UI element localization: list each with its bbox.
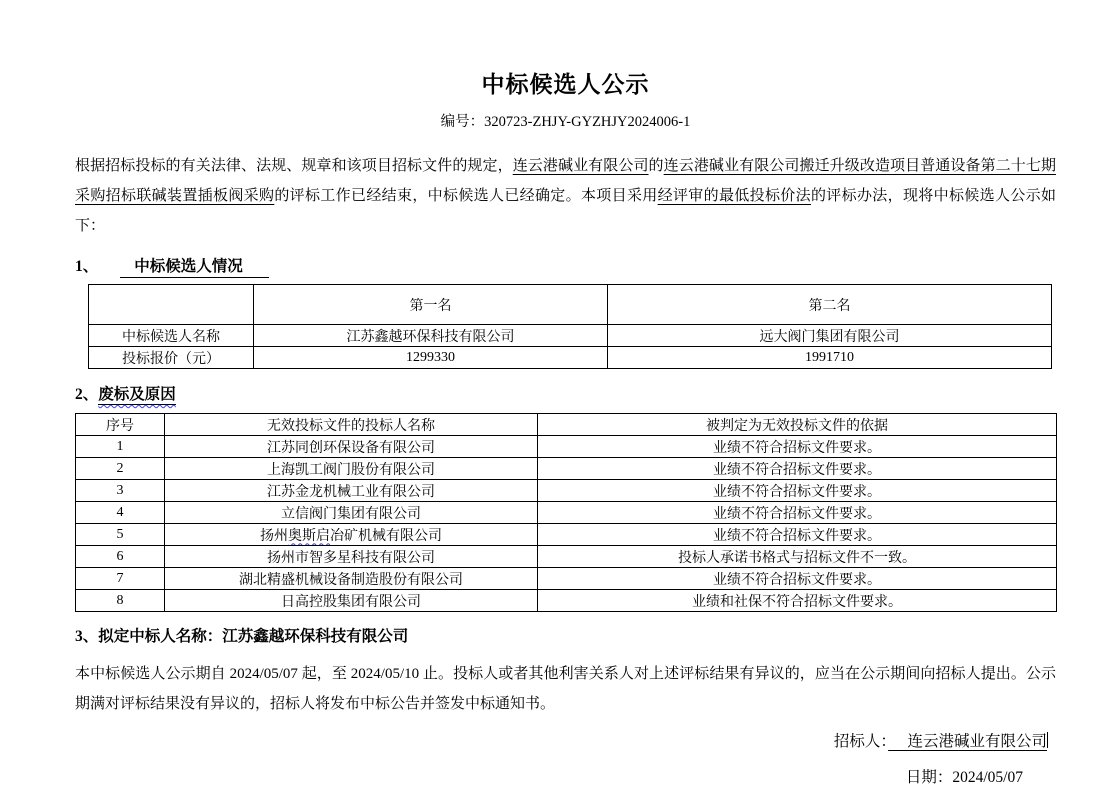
table-cell: 中标候选人名称 xyxy=(89,325,254,347)
table-cell: 湖北精盛机械设备制造股份有限公司 xyxy=(165,568,538,590)
intro-text-2: 的 xyxy=(648,158,664,174)
intro-paragraph xyxy=(75,151,1056,241)
closing-paragraph: 本中标候选人公示期自 2024/05/07 起，至 2024/05/10 止。投标人或者其他利害关系人对上述评标结果有异议的，应当在公示期间向招标人提出。公示期满对评标结果没有异议的，招标人将发布中标公告并签发中标通知书。 xyxy=(75,666,1056,712)
table-row xyxy=(76,458,1057,480)
tenderer-signature-line xyxy=(75,728,1056,756)
table-cell: 业绩不符合招标文件要求。 xyxy=(538,458,1057,480)
section3-heading xyxy=(75,624,1056,646)
table-cell: 业绩不符合招标文件要求。 xyxy=(538,568,1057,590)
table-row xyxy=(76,568,1057,590)
date-value: 2024/05/07 xyxy=(952,769,1023,786)
table-cell: 业绩不符合招标文件要求。 xyxy=(538,436,1057,458)
section3-number: 3、 xyxy=(75,628,99,645)
table-row xyxy=(76,480,1057,502)
table-cell: 1 xyxy=(76,436,165,458)
tenderer-signature-name: 连云港碱业有限公司 xyxy=(888,733,1047,750)
section2-number: 2、 xyxy=(75,386,99,403)
intro-text-3: 的评标工作已经结束，中标候选人已经确定。本项目采用 xyxy=(274,188,658,204)
table-row xyxy=(89,347,1052,369)
table-cell: 业绩不符合招标文件要求。 xyxy=(538,480,1057,502)
table-cell: 1299330 xyxy=(254,347,608,369)
winning-candidates-table xyxy=(88,284,1052,369)
evaluation-method-underlined: 经评审的最低投标价法 xyxy=(657,188,811,204)
project-name-underlined: 连云港碱业有限公司搬迁升级改造项目普通设备第二十七期采购招标联碱装置插板阀采购 xyxy=(75,158,1056,204)
table-cell: 江苏金龙机械工业有限公司 xyxy=(165,480,538,502)
intro-text-1: 根据招标投标的有关法律、法规、规章和该项目招标文件的规定， xyxy=(75,158,513,174)
table-row xyxy=(76,546,1057,568)
table-row xyxy=(76,502,1057,524)
section3-heading-text: 拟定中标人名称：江苏鑫越环保科技有限公司 xyxy=(98,628,409,645)
table-cell: 立信阀门集团有限公司 xyxy=(165,502,538,524)
table-cell: 7 xyxy=(76,568,165,590)
date-line xyxy=(75,764,1056,792)
table-cell: 业绩不符合招标文件要求。 xyxy=(538,502,1057,524)
table-header-row xyxy=(76,414,1057,436)
section2-heading xyxy=(75,382,1056,404)
table-cell: 投标报价（元） xyxy=(89,347,254,369)
section1-heading-text: 中标候选人情况 xyxy=(120,258,269,278)
table-cell: 日高控股集团有限公司 xyxy=(165,590,538,612)
table-row xyxy=(76,590,1057,612)
tenderer-name-underlined: 连云港碱业有限公司 xyxy=(512,158,649,174)
text-cursor-caret xyxy=(1047,732,1048,748)
table-header-cell: 无效投标文件的投标人名称 xyxy=(165,414,538,436)
table-row xyxy=(76,524,1057,546)
tenderer-label: 招标人： xyxy=(833,733,889,750)
page-title: 中标候选人公示 xyxy=(481,72,650,97)
table-cell: 3 xyxy=(76,480,165,502)
table-cell: 4 xyxy=(76,502,165,524)
table-cell: 远大阀门集团有限公司 xyxy=(608,325,1052,347)
date-label: 日期： xyxy=(905,769,953,786)
table-header-cell xyxy=(89,285,254,325)
table-header-cell: 序号 xyxy=(76,414,165,436)
table-cell: 业绩不符合招标文件要求。 xyxy=(538,524,1057,546)
table-row xyxy=(89,325,1052,347)
table-header-cell: 第二名 xyxy=(608,285,1052,325)
rejected-bids-table xyxy=(75,413,1057,612)
table-row xyxy=(76,436,1057,458)
table-cell: 6 xyxy=(76,546,165,568)
table-cell: 投标人承诺书格式与招标文件不一致。 xyxy=(538,546,1057,568)
table-header-cell: 被判定为无效投标文件的依据 xyxy=(538,414,1057,436)
section2-heading-text: 废标及原因 xyxy=(98,386,176,403)
table-cell: 业绩和社保不符合招标文件要求。 xyxy=(538,590,1057,612)
document-number: 编号：320723-ZHJY-GYZHJY2024006-1 xyxy=(440,114,691,130)
table-cell: 5 xyxy=(76,524,165,546)
table-cell: 1991710 xyxy=(608,347,1052,369)
intro-text-4: 的评标办法，现将中标候选人公示如下： xyxy=(75,188,1056,234)
table-cell: 江苏同创环保设备有限公司 xyxy=(165,436,538,458)
table-cell: 2 xyxy=(76,458,165,480)
table-cell: 扬州奥斯启冶矿机械有限公司 xyxy=(165,524,538,546)
table-cell: 扬州市智多星科技有限公司 xyxy=(165,546,538,568)
section1-number: 1、 xyxy=(75,258,99,275)
table-header-row xyxy=(89,285,1052,325)
table-cell: 上海凯工阀门股份有限公司 xyxy=(165,458,538,480)
table-cell: 江苏鑫越环保科技有限公司 xyxy=(254,325,608,347)
spellcheck-marked-text: 奥斯启 xyxy=(288,528,330,544)
table-cell: 8 xyxy=(76,590,165,612)
section1-heading xyxy=(75,254,1056,276)
table-header-cell: 第一名 xyxy=(254,285,608,325)
